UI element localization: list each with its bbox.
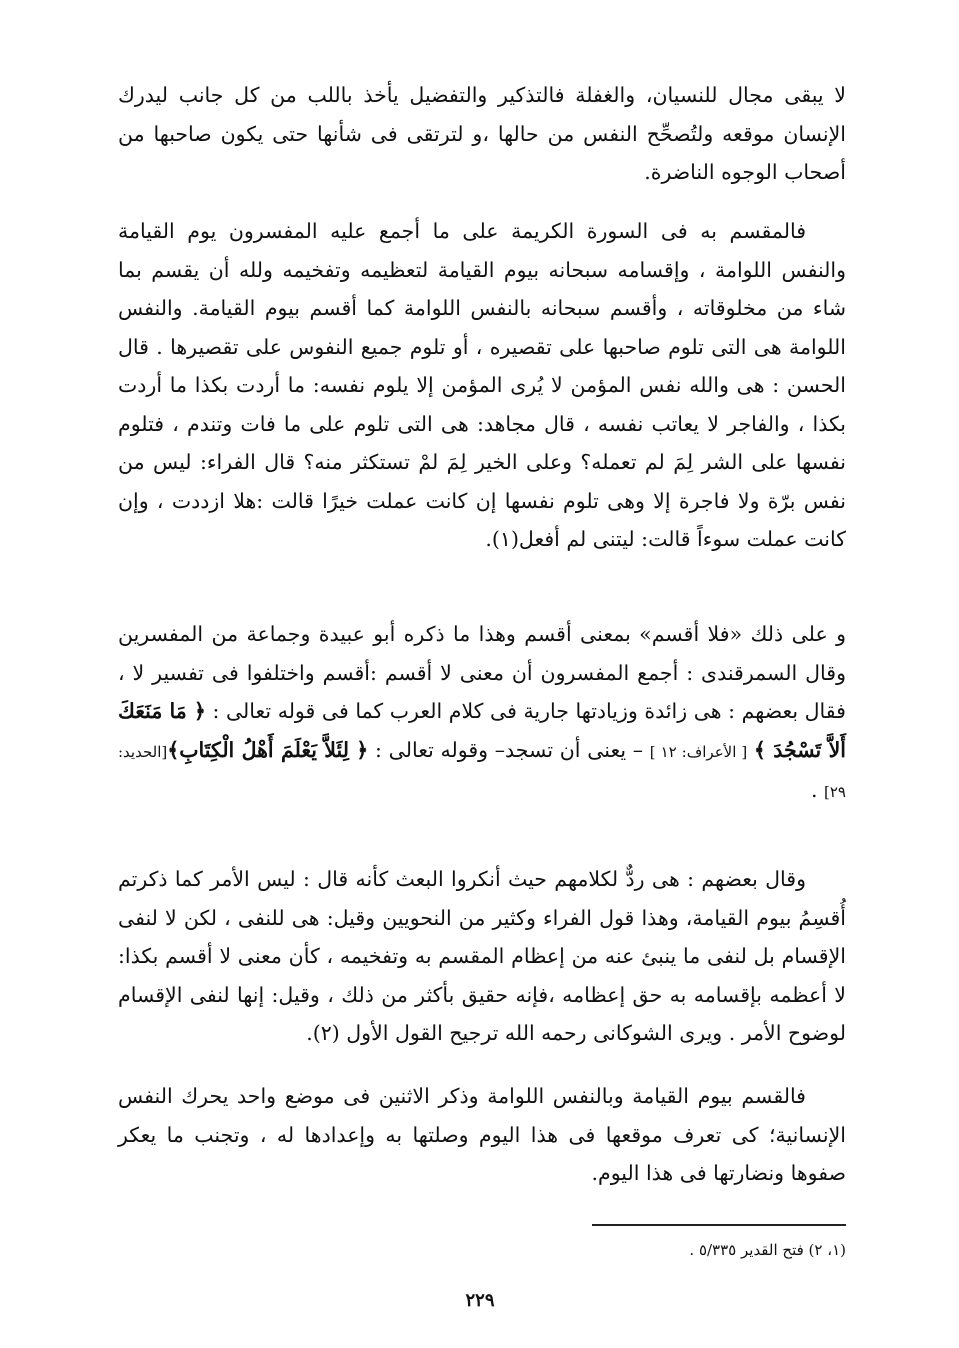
footnote-divider xyxy=(592,1224,846,1226)
paragraph-oath-subject xyxy=(118,212,846,559)
quran-verse-araf: ﴿ مَا مَنَعَكَ أَلاَّ تَسْجُدَ ﴾ xyxy=(118,699,846,762)
paragraph-4-text: وقال بعضهم : هى ردٌّ لكلامهم حيث أنكروا البعث كأنه قال : ليس الأمر كما ذكرتم أُقسِمُ بيوم القيامة، وهذا قول الفراء وكثير من النحويين وقيل: هى للنفى ، لكن لا لنفى الإقسام بل لنفى ما ينبئ عنه من إعظام المقسم به وتفخيمه ، كأن معنى لا أقسم بكذا: لا أعظمه بإقسامه به حق إعظامه ،فإنه حقيق بأكثر من ذلك ، وقيل: إنها لنفى الإقسام لوضوح الأمر . ويرى الشوكانى رحمه الله ترجيح القول الأول (٢). xyxy=(118,867,846,1045)
paragraph-continuation xyxy=(118,76,846,192)
paragraph-3-text-a: و على ذلك «فلا أقسم» بمعنى أقسم وهذا ما ذكره أبو عبيدة وجماعة من المفسرين وقال السمرقندى : أجمع المفسرون أن معنى لا أقسم :أقسم واختلفوا فى تفسير لا ، فقال بعضهم : هى زائدة وزيادتها جارية فى كلام العرب كما فى قوله تعالى : xyxy=(118,622,846,723)
paragraph-2-text: فالمقسم به فى السورة الكريمة على ما أجمع عليه المفسرون يوم القيامة والنفس اللوامة ، وإقسامه سبحانه بيوم القيامة لتعظيمه وتفخيمه ولله أن يقسم بما شاء من مخلوقاته ، وأقسم سبحانه بالنفس اللوامة كما أقسم بيوم القيامة. والنفس اللوامة هى التى تلوم صاحبها على تقصيره ، أو تلوم جميع النفوس على تقصيرها . قال الحسن : هى والله نفس المؤمن لا يُرى المؤمن إلا يلوم نفسه: ما أردت بكذا ما أردت بكذا ، والفاجر لا يعاتب نفسه ، قال مجاهد: هى التى تلوم على ما فات وتندم ، فتلوم نفسها على الشر لِمَ لم تعمله؟ وعلى الخير لِمَ لمْ تستكثر منه؟ قال الفراء: ليس من نفس برّة ولا فاجرة إلا وهى تلوم نفسها إن كانت عملت خيرًا قالت :هلا ازددت ، وإن كانت عملت سوءاً قالت: ليتنى لم أفعل(١). xyxy=(118,219,846,551)
verse-reference-araf: [ الأعراف: ١٢ ] xyxy=(649,742,748,761)
paragraph-5-text: فالقسم بيوم القيامة وبالنفس اللوامة وذكر الاثنين فى موضع واحد يحرك النفس الإنسانية؛ كى تعرف موقعها فى هذا اليوم وصلتها به وإعدادها له ، وتجنب ما يعكر صفوها ونضارتها فى هذا اليوم. xyxy=(118,1084,846,1185)
verse-reference-hadid: [الحديد: ٢٩] xyxy=(118,742,846,801)
quran-verse-hadid: ﴿ لِئَلاَّ يَعْلَمَ أَهْلُ الْكِتَابِ﴾ xyxy=(167,737,369,762)
paragraph-conclusion xyxy=(118,1077,846,1193)
footnote: (١، ٢) فتح القدير ٥/٣٣٥ . xyxy=(689,1241,846,1259)
paragraph-la-uqsimu xyxy=(118,615,846,812)
paragraph-negation-view xyxy=(118,860,846,1053)
paragraph-3-text-c: . xyxy=(810,778,818,802)
page-number: ٢٢٩ xyxy=(465,1290,495,1311)
paragraph-3-text-b: – يعنى أن تسجد– وقوله تعالى : xyxy=(375,737,644,762)
paragraph-1-text: لا يبقى مجال للنسيان، والغفلة فالتذكير والتفضيل يأخذ باللب من كل جانب ليدرك الإنسان موقعه ولتُصحِّح النفس من حالها ،و لترتقى فى شأنها حتى يكون صاحبها من أصحاب الوجوه الناضرة. xyxy=(118,83,846,184)
